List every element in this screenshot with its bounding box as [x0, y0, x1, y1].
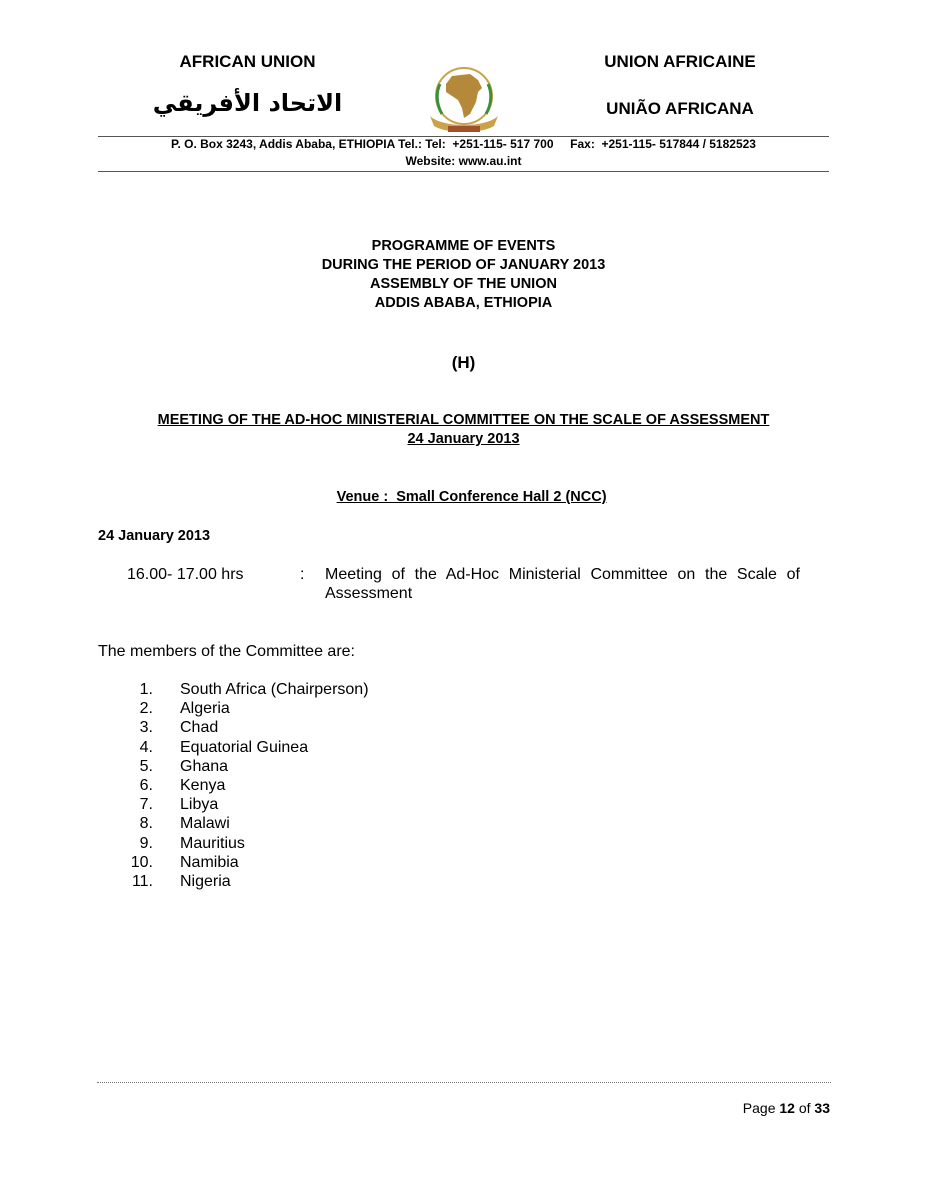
title-line-3: ASSEMBLY OF THE UNION — [370, 276, 557, 292]
members-intro: The members of the Committee are: — [98, 643, 355, 660]
list-item-number: 6. — [139, 776, 153, 794]
list-item-name: Ghana — [180, 757, 229, 775]
meeting-heading — [98, 411, 829, 430]
list-item-name: Namibia — [180, 853, 239, 871]
page-current: 12 — [779, 1100, 795, 1116]
list-item-name: Chad — [180, 719, 219, 737]
meeting-venue — [98, 469, 829, 526]
title-line-1: PROGRAMME OF EVENTS — [371, 238, 556, 254]
schedule-event-line-1: Meeting of the Ad-Hoc Ministerial Committee on the Scale of — [325, 566, 800, 583]
list-item-number: 9. — [139, 834, 153, 852]
section-label: (H) — [451, 353, 476, 372]
programme-title-block — [98, 237, 829, 313]
list-item — [98, 680, 598, 699]
list-item-name: Malawi — [180, 815, 230, 833]
meeting-venue-text: Venue : Small Conference Hall 2 (NCC) — [336, 489, 607, 505]
list-item-name: Mauritius — [180, 834, 245, 852]
list-item — [98, 795, 598, 814]
header-union-africaine: UNION AFRICAINE — [604, 52, 756, 71]
title-line-2: DURING THE PERIOD OF JANUARY 2013 — [321, 257, 606, 273]
page-total: 33 — [814, 1100, 830, 1116]
title-line-4: ADDIS ABABA, ETHIOPIA — [374, 295, 553, 311]
list-item — [98, 814, 598, 833]
list-item-number: 11. — [131, 872, 153, 890]
header-website: Website: www.au.int — [405, 154, 522, 168]
list-item-number: 3. — [139, 719, 153, 737]
list-item — [98, 776, 598, 795]
list-item — [98, 738, 598, 757]
members-list — [98, 680, 598, 891]
schedule-day: 24 January 2013 — [98, 528, 211, 544]
list-item-name: Algeria — [180, 700, 230, 718]
list-item — [98, 757, 598, 776]
meeting-date-text: 24 January 2013 — [407, 431, 520, 447]
header-address: P. O. Box 3243, Addis Ababa, ETHIOPIA Tel.: Tel: +251-115- 517 700 Fax: +251-115- 517844 / 5182523 — [171, 137, 756, 151]
list-item-number: 1. — [139, 681, 153, 698]
footer-divider — [97, 1082, 831, 1083]
meeting-date — [98, 430, 829, 449]
header-african-union: AFRICAN UNION — [179, 52, 316, 71]
list-item-number: 5. — [139, 757, 153, 775]
list-item-name: South Africa (Chairperson) — [180, 681, 369, 698]
meeting-heading-text: MEETING OF THE AD-HOC MINISTERIAL COMMITTEE ON THE SCALE OF ASSESSMENT — [157, 412, 770, 428]
list-item — [98, 718, 598, 737]
list-item-number: 7. — [139, 796, 153, 814]
page-label: Page — [742, 1100, 776, 1116]
header-rule-bottom — [98, 171, 829, 172]
list-item-name: Libya — [180, 796, 219, 814]
schedule-event-line-2: Assessment — [325, 585, 413, 602]
list-item — [98, 872, 598, 891]
list-item-number: 10. — [130, 853, 153, 871]
list-item-name: Nigeria — [180, 872, 231, 890]
list-item — [98, 699, 598, 718]
schedule-time: 16.00- 17.00 hrs — [127, 566, 244, 583]
schedule-separator: : — [300, 566, 305, 583]
page-number — [743, 1100, 830, 1116]
list-item — [98, 853, 598, 872]
page-of: of — [798, 1100, 811, 1116]
header-arabic-title: الاتحاد الأفريقي — [152, 89, 343, 117]
list-item — [98, 834, 598, 853]
header-uniao-africana: UNIÃO AFRICANA — [606, 99, 754, 118]
list-item-name: Kenya — [180, 776, 226, 794]
african-union-emblem-icon — [418, 62, 510, 138]
list-item-number: 2. — [139, 700, 153, 718]
list-item-number: 4. — [139, 738, 153, 756]
list-item-number: 8. — [139, 815, 153, 833]
list-item-name: Equatorial Guinea — [180, 738, 309, 756]
